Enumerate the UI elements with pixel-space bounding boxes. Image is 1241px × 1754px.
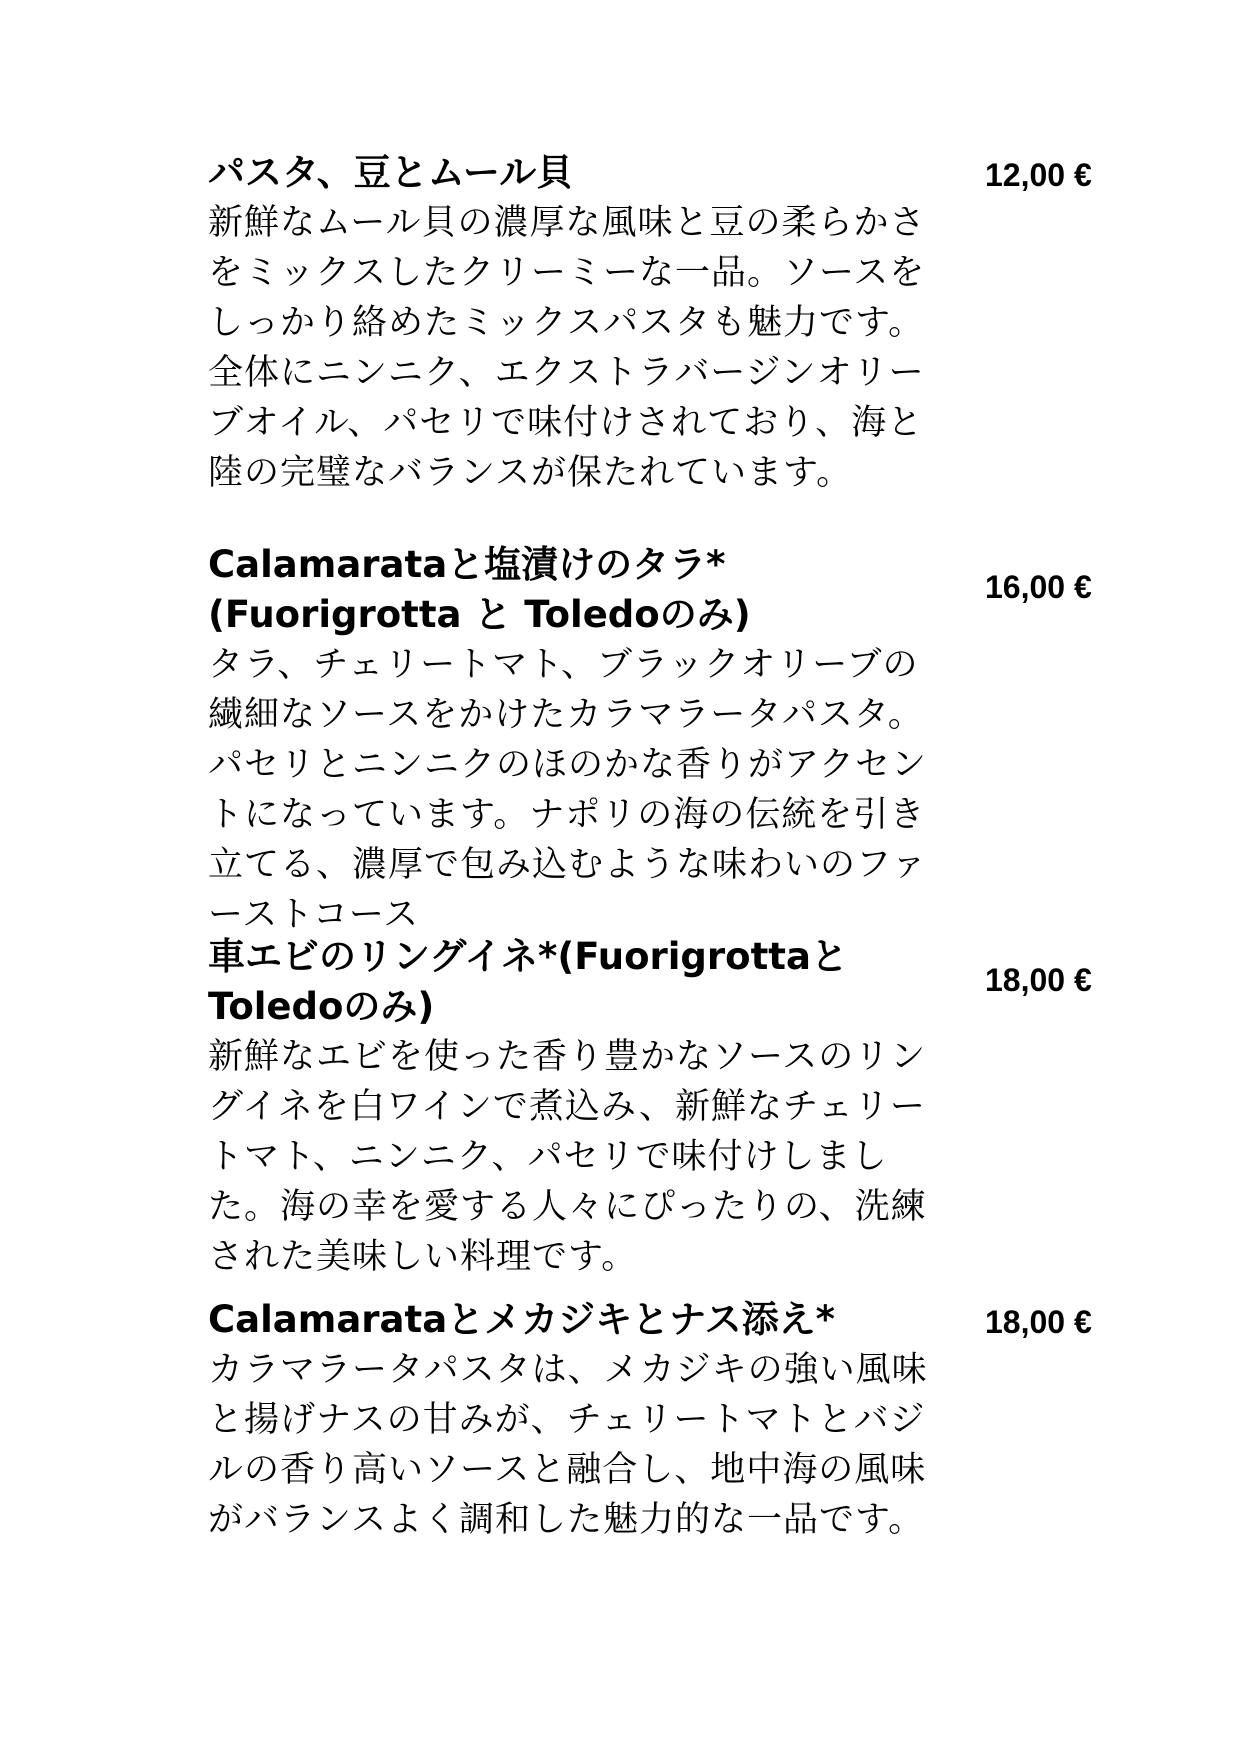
menu-item-title: 車エビのリングイネ*(Fuorigrottaと Toledoのみ) [208, 935, 861, 1028]
menu-item-description: 新鮮なエビを使った香り豊かなソースのリングイネを白ワインで煮込み、新鮮なチェリートマト、ニンニク、パセリで味付けしました。海の幸を愛する人々にぴったりの、洗練された美味しい料理です。 [208, 1037, 927, 1277]
menu-item [208, 1295, 928, 1545]
menu-item [208, 148, 928, 498]
menu-item-title: Calamarataと塩漬けのタラ*(Fuorigrotta と Toledoのみ) [208, 543, 751, 636]
menu-item [208, 540, 928, 940]
menu-item-description: タラ、チェリートマト、ブラックオリーブの繊細なソースをかけたカラマラータパスタ。パセリとニンニクのほのかな香りがアクセントになっています。ナポリの海の伝統を引き立てる、濃厚で包み込むような味わいのファーストコース [208, 645, 928, 935]
menu-item-price: 16,00 € [985, 569, 1092, 605]
menu-item-title: Calamarataとメカジキとナス添え* [208, 1298, 836, 1341]
menu-item-price: 12,00 € [985, 157, 1092, 193]
menu-item-title: パスタ、豆とムール貝 [208, 151, 574, 194]
menu-item-price: 18,00 € [985, 962, 1092, 998]
menu-item-description: 新鮮なムール貝の濃厚な風味と豆の柔らかさをミックスしたクリーミーな一品。ソースをしっかり絡めたミックスパスタも魅力です。全体にニンニク、エクストラバージンオリーブオイル、パセリで味付けされており、海と陸の完璧なバランスが保たれています。 [208, 203, 926, 493]
menu-item-price: 18,00 € [985, 1304, 1092, 1340]
menu-item-description: カラマラータパスタは、メカジキの強い風味と揚げナスの甘みが、チェリートマトとバジルの香り高いソースと融合し、地中海の風味がバランスよく調和した魅力的な一品です。 [208, 1350, 928, 1540]
menu-item [208, 932, 928, 1282]
